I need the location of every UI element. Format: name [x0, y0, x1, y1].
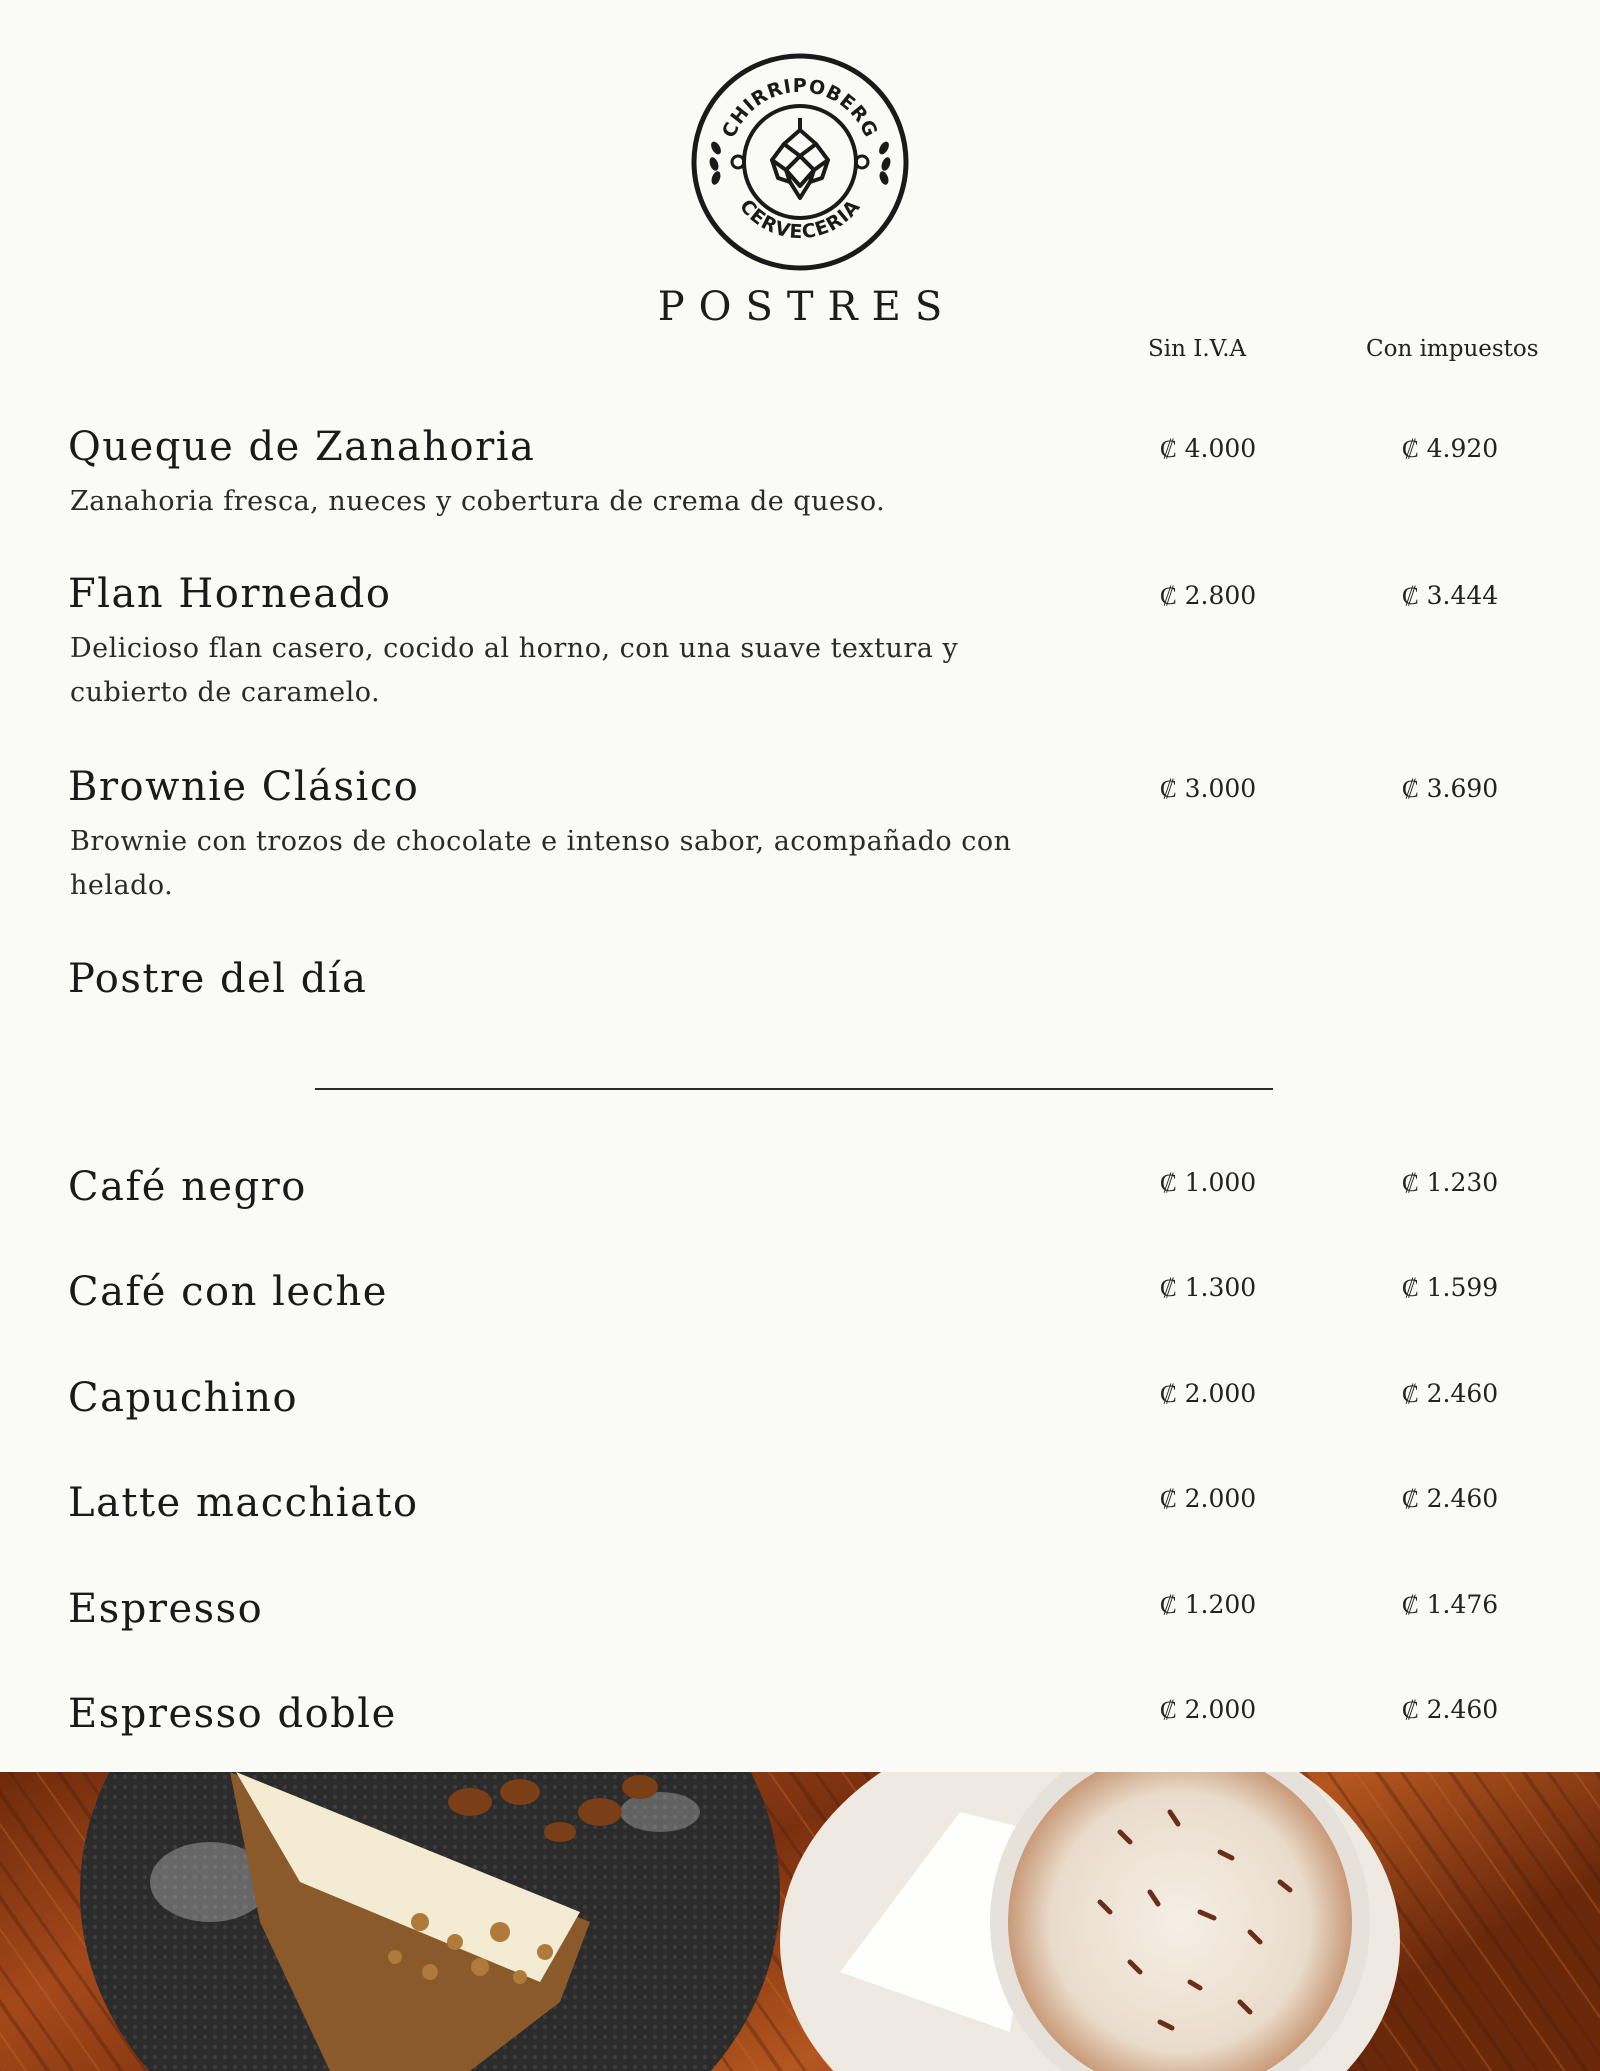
price-with-tax: ₡ 4.920: [1402, 434, 1499, 463]
logo-top-text: CHIRRIPOBERG: [718, 74, 882, 142]
price-without-tax: ₡ 1.300: [1160, 1273, 1257, 1302]
item-name: Espresso doble: [68, 1691, 397, 1737]
column-header-with-tax: Con impuestos: [1366, 336, 1539, 362]
price-with-tax: ₡ 3.690: [1402, 774, 1499, 803]
price-with-tax: ₡ 1.230: [1402, 1168, 1499, 1197]
price-without-tax: ₡ 1.000: [1160, 1168, 1257, 1197]
price-without-tax: ₡ 2.000: [1160, 1379, 1257, 1408]
price-with-tax: ₡ 1.476: [1402, 1590, 1499, 1619]
price-with-tax: ₡ 2.460: [1402, 1379, 1499, 1408]
logo-bottom-text: CERVECERIA: [735, 195, 865, 244]
item-name: Capuchino: [68, 1375, 299, 1421]
price-with-tax: ₡ 2.460: [1402, 1695, 1499, 1724]
price-without-tax: ₡ 2.000: [1160, 1484, 1257, 1513]
item-name: Café negro: [68, 1164, 307, 1210]
price-without-tax: ₡ 4.000: [1160, 434, 1257, 463]
column-header-without-tax: Sin I.V.A: [1148, 336, 1247, 362]
price-without-tax: ₡ 2.000: [1160, 1695, 1257, 1724]
price-without-tax: ₡ 3.000: [1160, 774, 1257, 803]
section-divider: [315, 1088, 1273, 1090]
item-description: Zanahoria fresca, nueces y cobertura de crema de queso.: [70, 486, 886, 517]
price-with-tax: ₡ 3.444: [1402, 581, 1499, 610]
page-title: POSTRES: [657, 284, 957, 330]
brewery-logo: [690, 52, 910, 272]
wheat-icon: [708, 140, 892, 186]
item-name: Queque de Zanahoria: [68, 424, 536, 470]
hop-icon: [772, 118, 828, 198]
item-name: Espresso: [68, 1586, 264, 1632]
price-with-tax: ₡ 2.460: [1402, 1484, 1499, 1513]
item-name: Postre del día: [68, 956, 368, 1002]
price-with-tax: ₡ 1.599: [1402, 1273, 1499, 1302]
item-name: Café con leche: [68, 1269, 388, 1315]
price-without-tax: ₡ 2.800: [1160, 581, 1257, 610]
food-photo: [0, 1772, 1600, 2071]
item-name: Brownie Clásico: [68, 764, 420, 810]
item-description: Delicioso flan casero, cocido al horno, con una suave textura y cubierto de caramelo.: [70, 633, 959, 708]
price-without-tax: ₡ 1.200: [1160, 1590, 1257, 1619]
item-name: Flan Horneado: [68, 571, 392, 617]
item-description: Brownie con trozos de chocolate e intenso sabor, acompañado con helado.: [70, 826, 1012, 901]
item-name: Latte macchiato: [68, 1480, 419, 1526]
